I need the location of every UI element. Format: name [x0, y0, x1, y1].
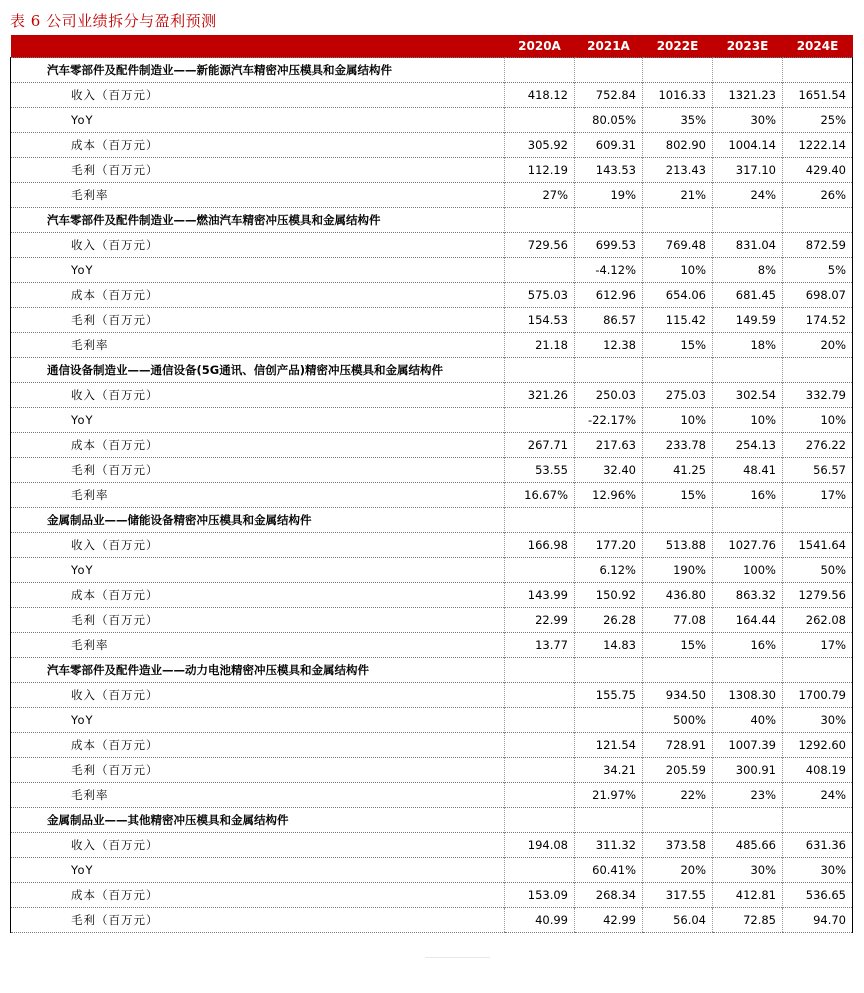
value-cell: 1222.14: [783, 133, 853, 158]
value-cell: 12.96%: [575, 483, 643, 508]
value-cell: 16%: [713, 633, 783, 658]
value-cell: 485.66: [713, 833, 783, 858]
segment-header-row: [11, 808, 853, 833]
segment-header-row: [11, 58, 853, 83]
value-cell: 302.54: [713, 383, 783, 408]
table-body: [11, 58, 853, 933]
value-cell: 609.31: [575, 133, 643, 158]
value-cell: [505, 408, 575, 433]
value-cell: 40%: [713, 708, 783, 733]
segment-title: 通信设备制造业——通信设备(5G通讯、信创产品)精密冲压模具和金属结构件: [11, 358, 505, 383]
table-row: [11, 758, 853, 783]
empty-cell: [713, 58, 783, 83]
row-label: 成本（百万元）: [11, 133, 505, 158]
financial-forecast-table: [10, 35, 853, 933]
table-row: [11, 583, 853, 608]
value-cell: 500%: [643, 708, 713, 733]
table-row: [11, 733, 853, 758]
value-cell: 6.12%: [575, 558, 643, 583]
header-label-cell: [11, 35, 505, 58]
value-cell: 53.55: [505, 458, 575, 483]
row-label: 毛利（百万元）: [11, 908, 505, 933]
value-cell: [505, 758, 575, 783]
value-cell: 1321.23: [713, 83, 783, 108]
value-cell: 26.28: [575, 608, 643, 633]
header-year: 2022E: [643, 35, 713, 58]
value-cell: 21.97%: [575, 783, 643, 808]
value-cell: 32.40: [575, 458, 643, 483]
value-cell: 56.57: [783, 458, 853, 483]
empty-cell: [643, 508, 713, 533]
value-cell: 30%: [713, 858, 783, 883]
value-cell: 149.59: [713, 308, 783, 333]
empty-cell: [783, 58, 853, 83]
table-row: [11, 458, 853, 483]
header-year: 2024E: [783, 35, 853, 58]
value-cell: 24%: [713, 183, 783, 208]
value-cell: 300.91: [713, 758, 783, 783]
table-caption: 表 6 公司业绩拆分与盈利预测: [10, 12, 217, 30]
value-cell: 863.32: [713, 583, 783, 608]
segment-header-row: [11, 658, 853, 683]
table-row: [11, 708, 853, 733]
row-label: 毛利率: [11, 333, 505, 358]
value-cell: -22.17%: [575, 408, 643, 433]
header-year: 2023E: [713, 35, 783, 58]
header-row: [11, 35, 853, 58]
value-cell: 872.59: [783, 233, 853, 258]
segment-title: 汽车零部件及配件制造业——燃油汽车精密冲压模具和金属结构件: [11, 208, 505, 233]
value-cell: 317.55: [643, 883, 713, 908]
value-cell: 1279.56: [783, 583, 853, 608]
table-row: [11, 783, 853, 808]
empty-cell: [505, 658, 575, 683]
value-cell: 50%: [783, 558, 853, 583]
empty-cell: [783, 508, 853, 533]
value-cell: 412.81: [713, 883, 783, 908]
segment-header-row: [11, 358, 853, 383]
empty-cell: [505, 808, 575, 833]
value-cell: 26%: [783, 183, 853, 208]
value-cell: 8%: [713, 258, 783, 283]
value-cell: 408.19: [783, 758, 853, 783]
value-cell: [505, 558, 575, 583]
empty-cell: [783, 358, 853, 383]
empty-cell: [505, 58, 575, 83]
table-row: [11, 558, 853, 583]
value-cell: 177.20: [575, 533, 643, 558]
value-cell: 17%: [783, 483, 853, 508]
value-cell: 699.53: [575, 233, 643, 258]
value-cell: 654.06: [643, 283, 713, 308]
value-cell: 250.03: [575, 383, 643, 408]
value-cell: 254.13: [713, 433, 783, 458]
value-cell: 311.32: [575, 833, 643, 858]
value-cell: 60.41%: [575, 858, 643, 883]
value-cell: 205.59: [643, 758, 713, 783]
segment-title: 汽车零部件及配件造业——动力电池精密冲压模具和金属结构件: [11, 658, 505, 683]
value-cell: 15%: [643, 483, 713, 508]
row-label: 成本（百万元）: [11, 733, 505, 758]
value-cell: 681.45: [713, 283, 783, 308]
row-label: 收入（百万元）: [11, 233, 505, 258]
value-cell: 56.04: [643, 908, 713, 933]
value-cell: 22%: [643, 783, 713, 808]
empty-cell: [575, 358, 643, 383]
row-label: YoY: [11, 408, 505, 433]
table-row: [11, 108, 853, 133]
value-cell: 769.48: [643, 233, 713, 258]
value-cell: 217.63: [575, 433, 643, 458]
empty-cell: [783, 208, 853, 233]
row-label: 毛利率: [11, 183, 505, 208]
table-row: [11, 83, 853, 108]
value-cell: 112.19: [505, 158, 575, 183]
value-cell: 94.70: [783, 908, 853, 933]
table-row: [11, 308, 853, 333]
row-label: 毛利（百万元）: [11, 608, 505, 633]
empty-cell: [575, 508, 643, 533]
row-label: 毛利率: [11, 483, 505, 508]
table-row: [11, 183, 853, 208]
value-cell: 121.54: [575, 733, 643, 758]
value-cell: 194.08: [505, 833, 575, 858]
value-cell: 34.21: [575, 758, 643, 783]
value-cell: 153.09: [505, 883, 575, 908]
value-cell: 332.79: [783, 383, 853, 408]
value-cell: 267.71: [505, 433, 575, 458]
value-cell: 10%: [713, 408, 783, 433]
value-cell: 48.41: [713, 458, 783, 483]
value-cell: 1007.39: [713, 733, 783, 758]
segment-title: 金属制品业——储能设备精密冲压模具和金属结构件: [11, 508, 505, 533]
value-cell: 1004.14: [713, 133, 783, 158]
value-cell: 10%: [783, 408, 853, 433]
value-cell: 155.75: [575, 683, 643, 708]
value-cell: 513.88: [643, 533, 713, 558]
table-row: [11, 858, 853, 883]
value-cell: 1651.54: [783, 83, 853, 108]
table-row: [11, 333, 853, 358]
value-cell: 575.03: [505, 283, 575, 308]
value-cell: 24%: [783, 783, 853, 808]
segment-title: 金属制品业——其他精密冲压模具和金属结构件: [11, 808, 505, 833]
value-cell: 190%: [643, 558, 713, 583]
value-cell: 752.84: [575, 83, 643, 108]
value-cell: 612.96: [575, 283, 643, 308]
value-cell: [575, 708, 643, 733]
value-cell: 1700.79: [783, 683, 853, 708]
table-row: [11, 883, 853, 908]
value-cell: 166.98: [505, 533, 575, 558]
value-cell: 15%: [643, 333, 713, 358]
row-label: 毛利（百万元）: [11, 758, 505, 783]
empty-cell: [783, 658, 853, 683]
value-cell: 18%: [713, 333, 783, 358]
value-cell: [505, 783, 575, 808]
value-cell: 174.52: [783, 308, 853, 333]
value-cell: 1016.33: [643, 83, 713, 108]
value-cell: 10%: [643, 258, 713, 283]
value-cell: 100%: [713, 558, 783, 583]
row-label: YoY: [11, 108, 505, 133]
value-cell: 86.57: [575, 308, 643, 333]
empty-cell: [643, 58, 713, 83]
segment-header-row: [11, 208, 853, 233]
empty-cell: [505, 508, 575, 533]
value-cell: 305.92: [505, 133, 575, 158]
value-cell: 20%: [643, 858, 713, 883]
value-cell: 1027.76: [713, 533, 783, 558]
table-row: [11, 533, 853, 558]
row-label: 毛利（百万元）: [11, 158, 505, 183]
value-cell: [505, 733, 575, 758]
value-cell: 21.18: [505, 333, 575, 358]
table-row: [11, 633, 853, 658]
empty-cell: [713, 358, 783, 383]
empty-cell: [783, 808, 853, 833]
value-cell: 14.83: [575, 633, 643, 658]
row-label: 收入（百万元）: [11, 83, 505, 108]
row-label: 成本（百万元）: [11, 433, 505, 458]
value-cell: 40.99: [505, 908, 575, 933]
row-label: 毛利（百万元）: [11, 458, 505, 483]
value-cell: 631.36: [783, 833, 853, 858]
empty-cell: [643, 208, 713, 233]
row-label: YoY: [11, 858, 505, 883]
value-cell: 115.42: [643, 308, 713, 333]
value-cell: -4.12%: [575, 258, 643, 283]
row-label: 收入（百万元）: [11, 833, 505, 858]
table-row: [11, 408, 853, 433]
table-row: [11, 283, 853, 308]
value-cell: 16.67%: [505, 483, 575, 508]
row-label: 收入（百万元）: [11, 683, 505, 708]
value-cell: [505, 708, 575, 733]
table-row: [11, 133, 853, 158]
table-row: [11, 433, 853, 458]
value-cell: 42.99: [575, 908, 643, 933]
value-cell: 1308.30: [713, 683, 783, 708]
value-cell: 154.53: [505, 308, 575, 333]
value-cell: 30%: [783, 708, 853, 733]
value-cell: 21%: [643, 183, 713, 208]
value-cell: 5%: [783, 258, 853, 283]
value-cell: 12.38: [575, 333, 643, 358]
header-year: 2021A: [575, 35, 643, 58]
value-cell: 72.85: [713, 908, 783, 933]
value-cell: 275.03: [643, 383, 713, 408]
row-label: YoY: [11, 558, 505, 583]
value-cell: 80.05%: [575, 108, 643, 133]
value-cell: 23%: [713, 783, 783, 808]
value-cell: 164.44: [713, 608, 783, 633]
value-cell: 150.92: [575, 583, 643, 608]
value-cell: 16%: [713, 483, 783, 508]
value-cell: 728.91: [643, 733, 713, 758]
value-cell: 30%: [713, 108, 783, 133]
table-row: [11, 683, 853, 708]
value-cell: 276.22: [783, 433, 853, 458]
value-cell: 22.99: [505, 608, 575, 633]
table-row: [11, 233, 853, 258]
value-cell: 25%: [783, 108, 853, 133]
value-cell: 831.04: [713, 233, 783, 258]
row-label: 收入（百万元）: [11, 383, 505, 408]
row-label: 毛利率: [11, 633, 505, 658]
row-label: 收入（百万元）: [11, 533, 505, 558]
value-cell: 20%: [783, 333, 853, 358]
value-cell: 13.77: [505, 633, 575, 658]
table-row: [11, 908, 853, 933]
value-cell: 262.08: [783, 608, 853, 633]
value-cell: [505, 683, 575, 708]
value-cell: [505, 258, 575, 283]
empty-cell: [713, 508, 783, 533]
value-cell: 213.43: [643, 158, 713, 183]
table-row: [11, 608, 853, 633]
segment-header-row: [11, 508, 853, 533]
value-cell: [505, 108, 575, 133]
row-label: 成本（百万元）: [11, 583, 505, 608]
empty-cell: [575, 658, 643, 683]
table-row: [11, 258, 853, 283]
value-cell: 698.07: [783, 283, 853, 308]
value-cell: 143.99: [505, 583, 575, 608]
empty-cell: [575, 808, 643, 833]
table-row: [11, 483, 853, 508]
empty-cell: [713, 658, 783, 683]
value-cell: 934.50: [643, 683, 713, 708]
value-cell: [505, 858, 575, 883]
value-cell: 10%: [643, 408, 713, 433]
table-row: [11, 158, 853, 183]
header-year: 2020A: [505, 35, 575, 58]
row-label: 毛利率: [11, 783, 505, 808]
empty-cell: [643, 808, 713, 833]
row-label: YoY: [11, 708, 505, 733]
row-label: 成本（百万元）: [11, 283, 505, 308]
row-label: YoY: [11, 258, 505, 283]
footer-divider: [425, 957, 490, 958]
empty-cell: [505, 358, 575, 383]
value-cell: 536.65: [783, 883, 853, 908]
empty-cell: [505, 208, 575, 233]
value-cell: 143.53: [575, 158, 643, 183]
table-row: [11, 383, 853, 408]
value-cell: 41.25: [643, 458, 713, 483]
value-cell: 802.90: [643, 133, 713, 158]
value-cell: 418.12: [505, 83, 575, 108]
value-cell: 429.40: [783, 158, 853, 183]
empty-cell: [575, 58, 643, 83]
empty-cell: [713, 208, 783, 233]
value-cell: 1541.64: [783, 533, 853, 558]
value-cell: 17%: [783, 633, 853, 658]
value-cell: 30%: [783, 858, 853, 883]
row-label: 成本（百万元）: [11, 883, 505, 908]
value-cell: 321.26: [505, 383, 575, 408]
empty-cell: [643, 658, 713, 683]
value-cell: 27%: [505, 183, 575, 208]
value-cell: 233.78: [643, 433, 713, 458]
value-cell: 19%: [575, 183, 643, 208]
value-cell: 317.10: [713, 158, 783, 183]
value-cell: 77.08: [643, 608, 713, 633]
empty-cell: [575, 208, 643, 233]
value-cell: 436.80: [643, 583, 713, 608]
table-row: [11, 833, 853, 858]
value-cell: 729.56: [505, 233, 575, 258]
value-cell: 35%: [643, 108, 713, 133]
value-cell: 1292.60: [783, 733, 853, 758]
value-cell: 15%: [643, 633, 713, 658]
row-label: 毛利（百万元）: [11, 308, 505, 333]
empty-cell: [643, 358, 713, 383]
value-cell: 268.34: [575, 883, 643, 908]
empty-cell: [713, 808, 783, 833]
segment-title: 汽车零部件及配件制造业——新能源汽车精密冲压模具和金属结构件: [11, 58, 505, 83]
value-cell: 373.58: [643, 833, 713, 858]
